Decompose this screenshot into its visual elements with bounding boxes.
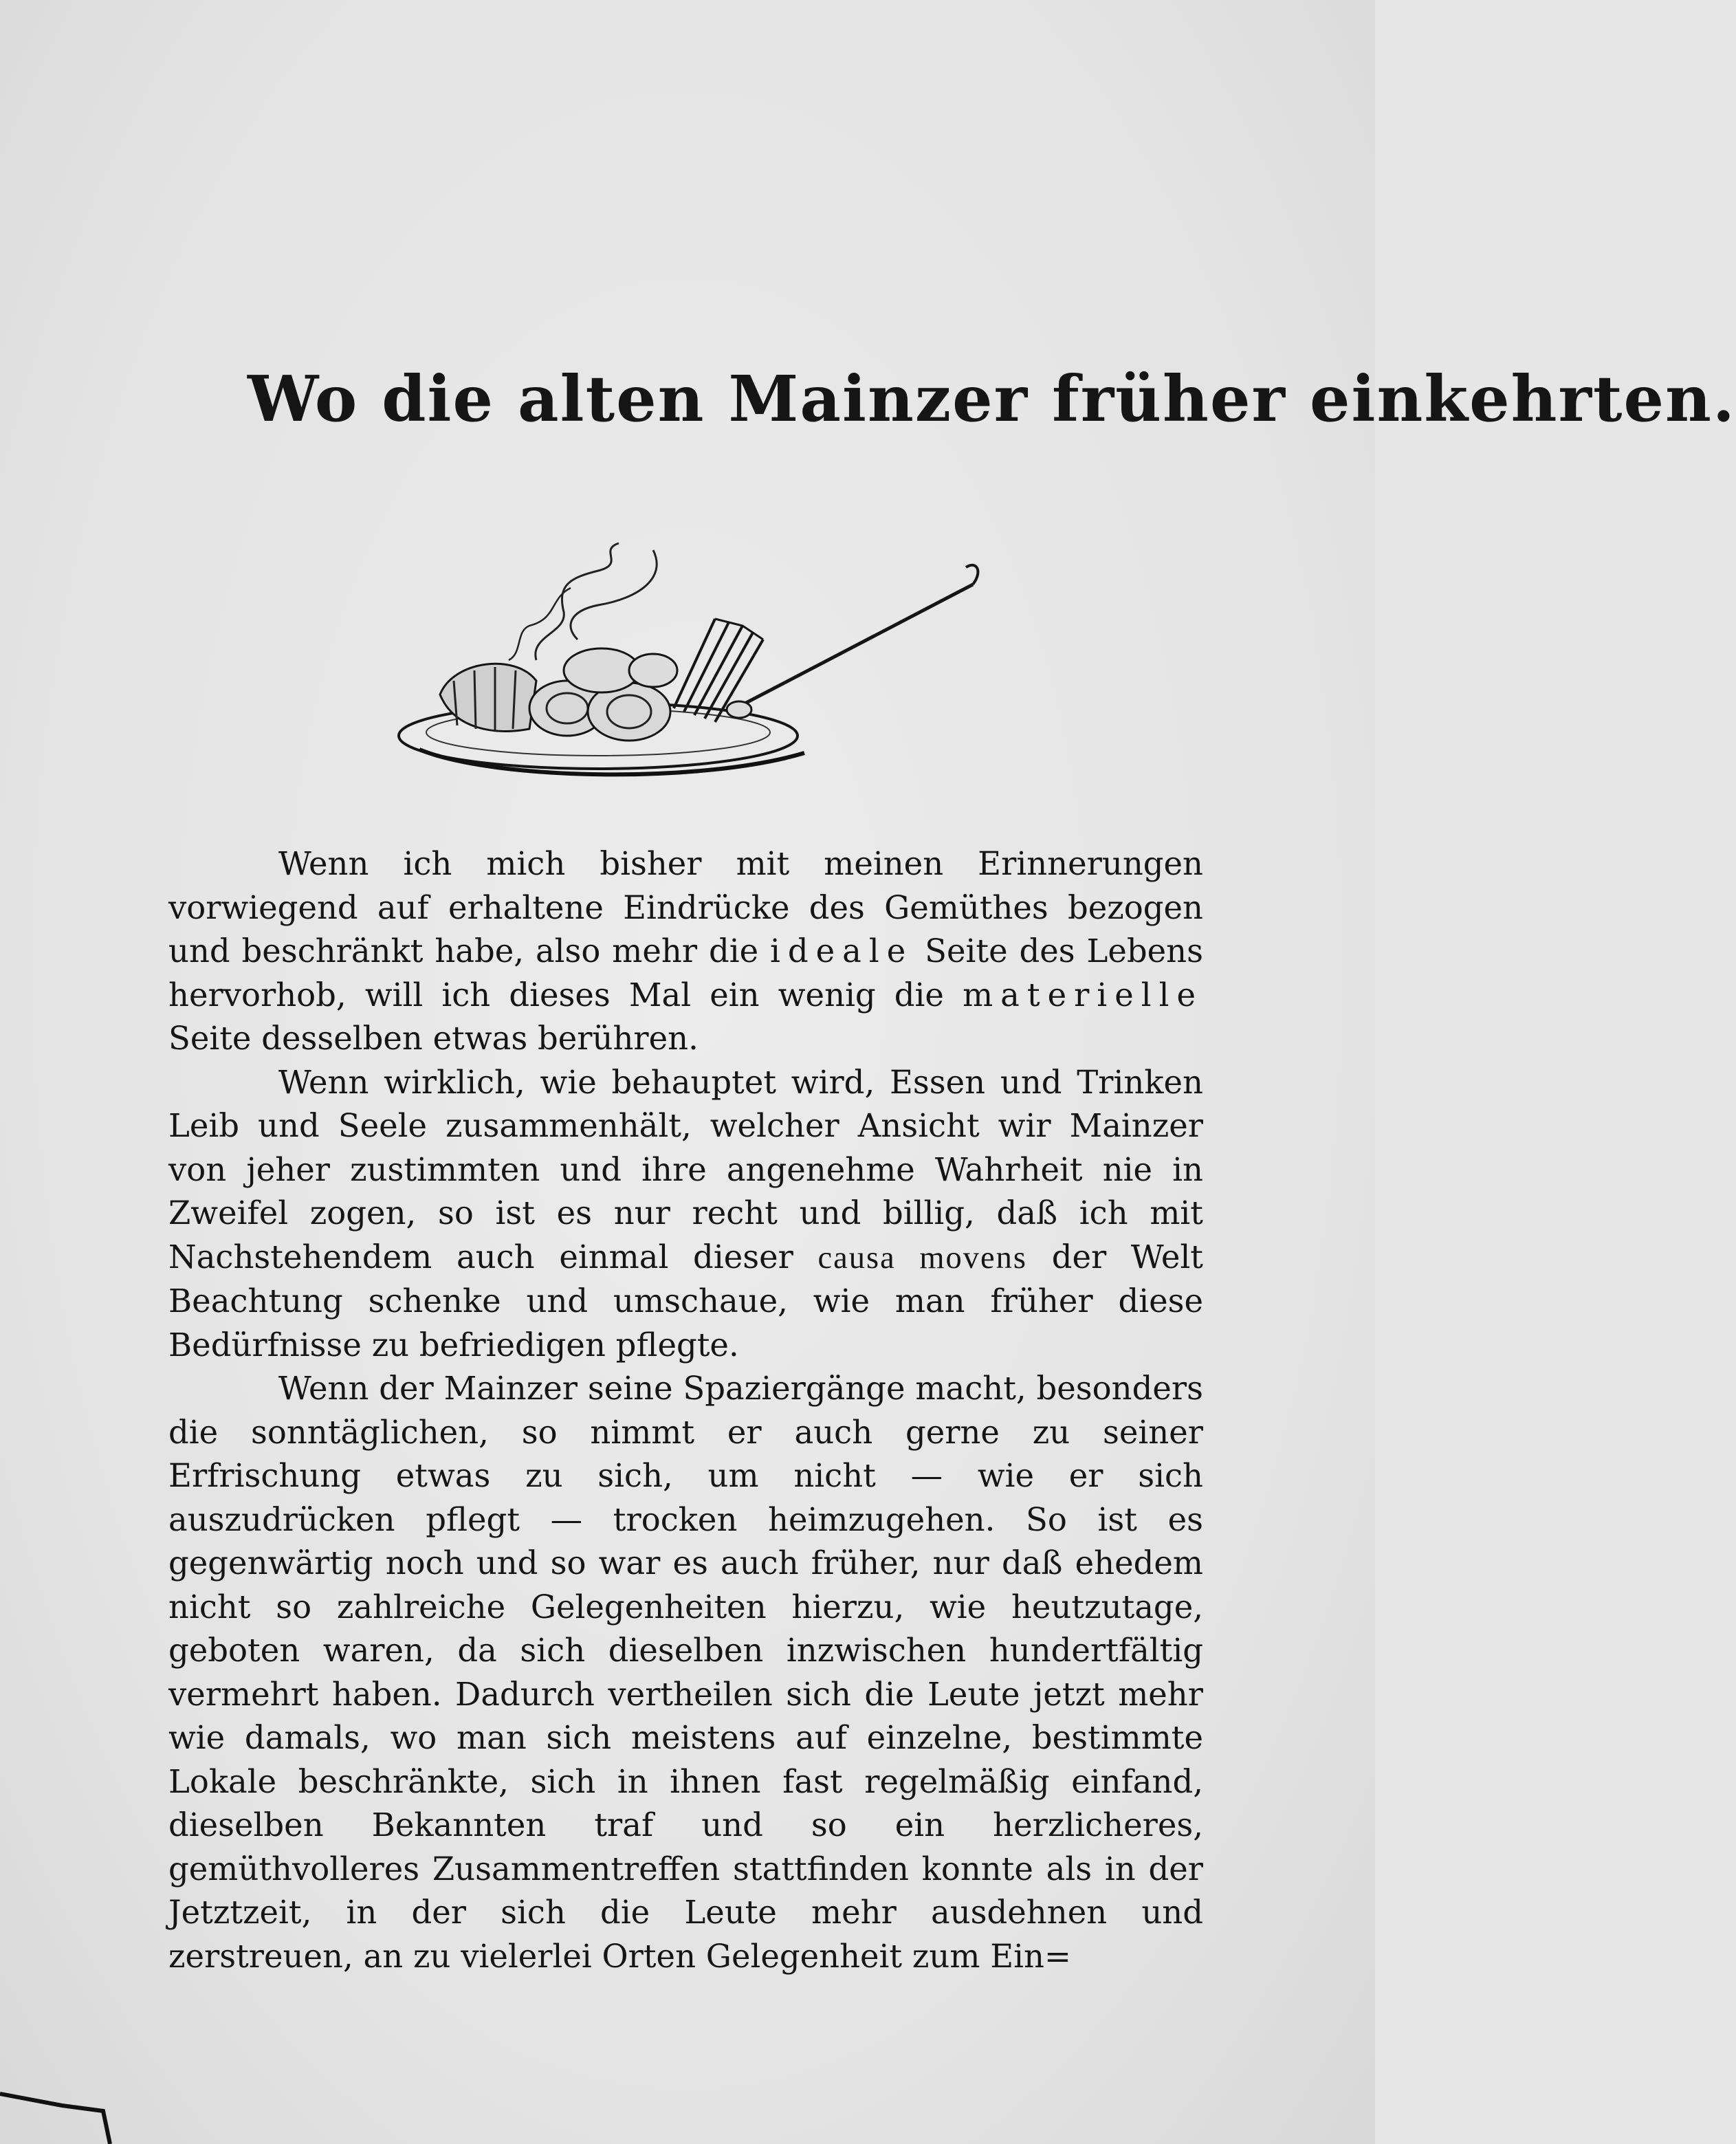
body-text <box>168 842 1203 1978</box>
paragraph-1-part-a: Wenn ich mich bisher mit meinen Erinnerungen vorwiegend auf erhaltene Eindrücke des Gemüthes bezogen und beschränkt habe, also mehr die <box>168 845 1203 970</box>
paragraph-1 <box>168 842 1203 1061</box>
emphasis-materielle: materielle <box>963 976 1203 1014</box>
plate-with-food-and-spoon-icon <box>392 523 997 791</box>
paragraph-2 <box>168 1061 1203 1368</box>
paragraph-2-part-a: Wenn wirklich, wie behauptet wird, Essen und Trinken Leib und Seele zusammenhält, welcher Ansicht wir Mainzer von jeher zustimmten und ihre angenehme Wahrheit nie in Zweifel zogen, so ist es nur recht und billig, daß ich mit Nachstehendem auch einmal dieser <box>168 1063 1203 1276</box>
paragraph-3: Wenn der Mainzer seine Spaziergänge macht, besonders die sonntäglichen, so nimmt er auch gerne zu seiner Erfrischung etwas zu sich, um nicht — wie er sich auszudrücken pflegt — trocken heimzugehen. So ist es gegenwärtig noch und so war es auch früher, nur daß ehedem nicht so zahlreiche Gelegenheiten hierzu, wie heutzutage, geboten waren, da sich dieselben inzwischen hundertfältig vermehrt haben. Dadurch vertheilen sich die Leute jetzt mehr wie damals, wo man sich meistens auf einzelne, bestimmte Lokale beschränkte, sich in ihnen fast regelmäßig einfand, dieselben Bekannten traf und so ein herzlicheres, gemüthvolleres Zusammentreffen stattfinden konnte als in der Jetztzeit, in der sich die Leute mehr ausdehnen und zerstreuen, an zu vielerlei Orten Gelegenheit zum Ein= <box>168 1370 1203 1975</box>
page-edge-mark <box>0 2090 117 2144</box>
emphasis-ideale: ideale <box>769 932 914 970</box>
paragraph-1-part-c: Seite desselben etwas berühren. <box>168 1020 699 1057</box>
paragraph-1-part-b: Seite des Lebens hervorhob, will ich dieses Mal ein wenig die <box>168 932 1203 1014</box>
emphasis-causa-movens: causa movens <box>817 1240 1027 1276</box>
paragraph-2-part-b: der Welt Beachtung schenke und umschaue, wie man früher diese Bedürfnisse zu befriedigen pflegte. <box>168 1238 1203 1364</box>
chapter-title: Wo die alten Mainzer früher einkehrten. <box>248 362 1736 436</box>
